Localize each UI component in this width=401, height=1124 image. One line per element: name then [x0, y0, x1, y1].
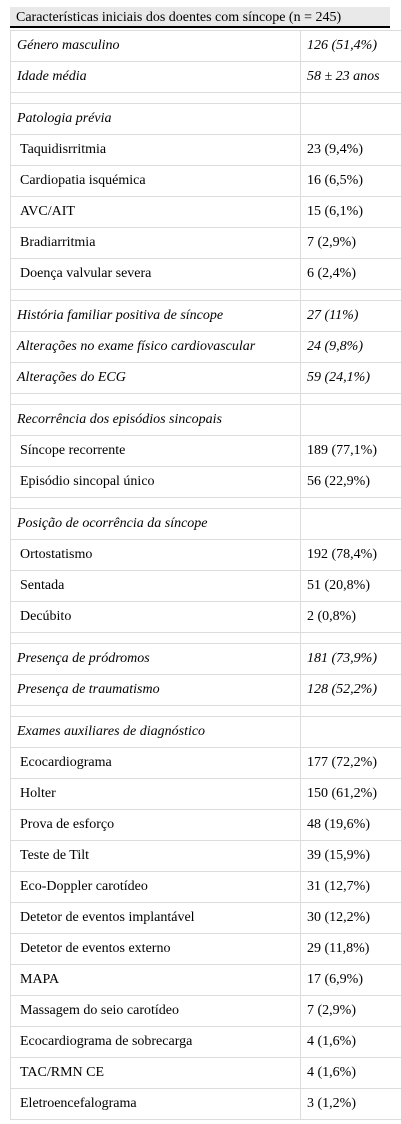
row-label: Eco-Doppler carotídeo	[11, 872, 301, 903]
row-value: 6 (2,4%)	[301, 259, 401, 290]
row-label: Bradiarritmia	[11, 228, 301, 259]
spacer-cell	[301, 394, 401, 405]
section-row	[11, 31, 401, 62]
row-value: 7 (2,9%)	[301, 996, 401, 1027]
table-row	[11, 197, 401, 228]
table-row	[11, 841, 401, 872]
row-value: 177 (72,2%)	[301, 748, 401, 779]
table-row	[11, 748, 401, 779]
table-row	[11, 1089, 401, 1120]
row-value: 29 (11,8%)	[301, 934, 401, 965]
spacer-cell	[301, 93, 401, 104]
row-value: 17 (6,9%)	[301, 965, 401, 996]
row-value: 58 ± 23 anos	[301, 62, 401, 93]
row-value: 59 (24,1%)	[301, 363, 401, 394]
row-value	[301, 405, 401, 436]
characteristics-table	[10, 30, 401, 1120]
table-row	[11, 996, 401, 1027]
row-label: Doença valvular severa	[11, 259, 301, 290]
row-label: Presença de pródromos	[11, 644, 301, 675]
table-row	[11, 903, 401, 934]
row-label: Sentada	[11, 571, 301, 602]
section-row	[11, 104, 401, 135]
row-value: 4 (1,6%)	[301, 1027, 401, 1058]
row-value: 23 (9,4%)	[301, 135, 401, 166]
row-value: 126 (51,4%)	[301, 31, 401, 62]
spacer-cell	[11, 633, 301, 644]
row-label: História familiar positiva de síncope	[11, 301, 301, 332]
spacer-row	[11, 706, 401, 717]
row-label: Síncope recorrente	[11, 436, 301, 467]
table-row	[11, 467, 401, 498]
row-label: Cardiopatia isquémica	[11, 166, 301, 197]
table-row	[11, 1027, 401, 1058]
spacer-cell	[301, 290, 401, 301]
row-label: Detetor de eventos externo	[11, 934, 301, 965]
table-row	[11, 166, 401, 197]
spacer-row	[11, 93, 401, 104]
section-row	[11, 405, 401, 436]
section-row	[11, 509, 401, 540]
row-label: Ecocardiograma de sobrecarga	[11, 1027, 301, 1058]
row-label: Eletroencefalograma	[11, 1089, 301, 1120]
section-row	[11, 301, 401, 332]
row-value: 2 (0,8%)	[301, 602, 401, 633]
spacer-row	[11, 498, 401, 509]
row-label: Presença de traumatismo	[11, 675, 301, 706]
table-row	[11, 135, 401, 166]
row-value	[301, 104, 401, 135]
row-label: Holter	[11, 779, 301, 810]
table-caption: Características iniciais dos doentes com síncope (n = 245)	[10, 7, 390, 28]
row-label: Detetor de eventos implantável	[11, 903, 301, 934]
section-row	[11, 62, 401, 93]
row-label: Decúbito	[11, 602, 301, 633]
row-label: MAPA	[11, 965, 301, 996]
row-label: Prova de esforço	[11, 810, 301, 841]
row-value: 30 (12,2%)	[301, 903, 401, 934]
table-row	[11, 810, 401, 841]
row-value: 51 (20,8%)	[301, 571, 401, 602]
row-value	[301, 717, 401, 748]
table-row	[11, 259, 401, 290]
table-row	[11, 934, 401, 965]
spacer-row	[11, 394, 401, 405]
row-label: Ecocardiograma	[11, 748, 301, 779]
row-label: Patologia prévia	[11, 104, 301, 135]
spacer-row	[11, 633, 401, 644]
spacer-cell	[11, 706, 301, 717]
table-row	[11, 779, 401, 810]
row-value: 4 (1,6%)	[301, 1058, 401, 1089]
row-label: Alterações do ECG	[11, 363, 301, 394]
row-value: 31 (12,7%)	[301, 872, 401, 903]
table-body	[11, 31, 401, 1120]
row-value: 181 (73,9%)	[301, 644, 401, 675]
row-label: Episódio sincopal único	[11, 467, 301, 498]
spacer-cell	[301, 498, 401, 509]
table-row	[11, 571, 401, 602]
spacer-cell	[11, 93, 301, 104]
table-row	[11, 228, 401, 259]
row-label: Idade média	[11, 62, 301, 93]
row-value: 16 (6,5%)	[301, 166, 401, 197]
row-label: Massagem do seio carotídeo	[11, 996, 301, 1027]
table-row	[11, 872, 401, 903]
spacer-cell	[11, 290, 301, 301]
section-row	[11, 717, 401, 748]
row-label: Exames auxiliares de diagnóstico	[11, 717, 301, 748]
table-row	[11, 602, 401, 633]
row-value: 48 (19,6%)	[301, 810, 401, 841]
row-label: Alterações no exame físico cardiovascular	[11, 332, 301, 363]
row-value: 189 (77,1%)	[301, 436, 401, 467]
table-row	[11, 965, 401, 996]
row-label: Recorrência dos episódios sincopais	[11, 405, 301, 436]
row-value: 27 (11%)	[301, 301, 401, 332]
row-value: 39 (15,9%)	[301, 841, 401, 872]
row-value: 24 (9,8%)	[301, 332, 401, 363]
table-row	[11, 436, 401, 467]
section-row	[11, 644, 401, 675]
row-label: Teste de Tilt	[11, 841, 301, 872]
row-label: Género masculino	[11, 31, 301, 62]
section-row	[11, 363, 401, 394]
row-value: 3 (1,2%)	[301, 1089, 401, 1120]
table-row	[11, 540, 401, 571]
spacer-cell	[11, 394, 301, 405]
row-label: Ortostatismo	[11, 540, 301, 571]
spacer-row	[11, 290, 401, 301]
row-value: 56 (22,9%)	[301, 467, 401, 498]
row-label: TAC/RMN CE	[11, 1058, 301, 1089]
row-value: 192 (78,4%)	[301, 540, 401, 571]
row-label: Taquidisrritmia	[11, 135, 301, 166]
spacer-cell	[301, 706, 401, 717]
row-label: AVC/AIT	[11, 197, 301, 228]
row-value: 7 (2,9%)	[301, 228, 401, 259]
row-value: 128 (52,2%)	[301, 675, 401, 706]
row-value: 15 (6,1%)	[301, 197, 401, 228]
section-row	[11, 332, 401, 363]
table-row	[11, 1058, 401, 1089]
spacer-cell	[301, 633, 401, 644]
row-label: Posição de ocorrência da síncope	[11, 509, 301, 540]
row-value: 150 (61,2%)	[301, 779, 401, 810]
row-value	[301, 509, 401, 540]
section-row	[11, 675, 401, 706]
spacer-cell	[11, 498, 301, 509]
